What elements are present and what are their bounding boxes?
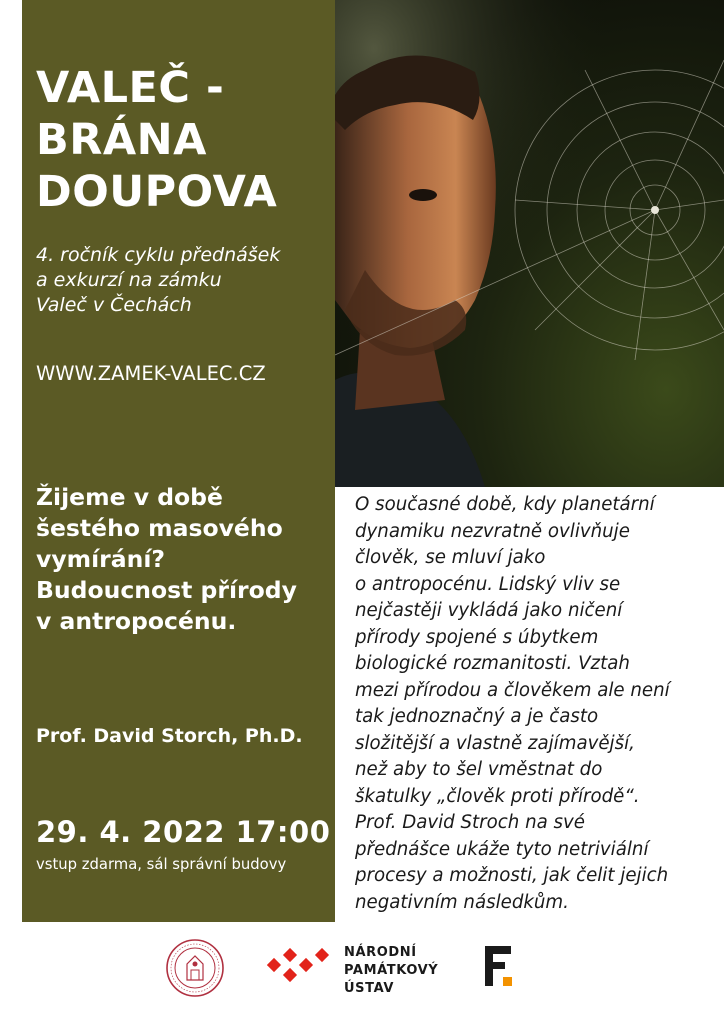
- website-link[interactable]: WWW.ZAMEK-VALEC.CZ: [36, 362, 266, 385]
- description-line: člověk, se mluví jako: [355, 547, 546, 568]
- event-title: [36, 62, 277, 218]
- lecture-title-line: v antropocénu.: [36, 607, 237, 635]
- description-line: tak jednoznačný a je často: [355, 706, 599, 727]
- lecture-title: [36, 482, 297, 637]
- subtitle-line: Valeč v Čechách: [36, 294, 192, 316]
- description-line: mezi přírodou a člověkem ale není: [355, 679, 670, 701]
- npu-line: PAMÁTKOVÝ: [344, 963, 439, 978]
- npu-logo-text: [344, 944, 438, 998]
- npu-logo-mark: [267, 948, 333, 990]
- subtitle-line: a exkurzí na zámku: [36, 269, 222, 291]
- photo-illustration: [335, 0, 724, 487]
- description-line: biologické rozmanitosti. Vztah: [355, 653, 630, 674]
- description-line: nejčastěji vykládá jako ničení: [355, 600, 623, 621]
- description-line: přírody spojené s úbytkem: [355, 626, 599, 648]
- event-title-line: VALEČ -: [36, 63, 225, 113]
- description-line: Prof. David Stroch na své: [355, 812, 585, 833]
- description-line: dynamiku nezvratně ovlivňuje: [355, 520, 630, 542]
- description-line: o antropocénu. Lidský vliv se: [355, 573, 621, 595]
- lecture-description: [355, 492, 715, 916]
- speaker-photo: [335, 0, 724, 487]
- lecture-title-line: šestého masového: [36, 514, 283, 542]
- seal-icon: [165, 938, 225, 998]
- description-line: negativním následkům.: [355, 891, 569, 913]
- speaker-name: Prof. David Storch, Ph.D.: [36, 725, 303, 747]
- description-line: přednášce ukáže tyto netriviální: [355, 838, 649, 860]
- university-seal-logo: [165, 938, 225, 1002]
- description-line: O současné době, kdy planetární: [355, 494, 655, 515]
- npu-line: NÁRODNÍ: [344, 945, 417, 960]
- description-line: škatulky „člověk proti přírodě“.: [355, 785, 640, 807]
- event-title-line: BRÁNA: [36, 115, 207, 165]
- lecture-title-line: Budoucnost přírody: [36, 576, 297, 604]
- npu-diamond-icon: [267, 948, 333, 986]
- f-letter-icon: [485, 946, 515, 986]
- description-line: procesy a možnosti, jak čelit jejich: [355, 865, 669, 886]
- f-logo: [485, 946, 515, 990]
- npu-line: ÚSTAV: [344, 981, 395, 996]
- lecture-title-line: Žijeme v době: [36, 483, 223, 511]
- series-subtitle: [36, 243, 280, 318]
- event-venue: vstup zdarma, sál správní budovy: [36, 856, 287, 873]
- description-line: složitější a vlastně zajímavější,: [355, 732, 635, 754]
- description-line: než aby to šel vměstnat do: [355, 759, 603, 780]
- event-datetime: 29. 4. 2022 17:00: [36, 815, 331, 849]
- lecture-title-line: vymírání?: [36, 545, 166, 573]
- subtitle-line: 4. ročník cyklu přednášek: [36, 244, 281, 266]
- event-title-line: DOUPOVA: [36, 167, 278, 217]
